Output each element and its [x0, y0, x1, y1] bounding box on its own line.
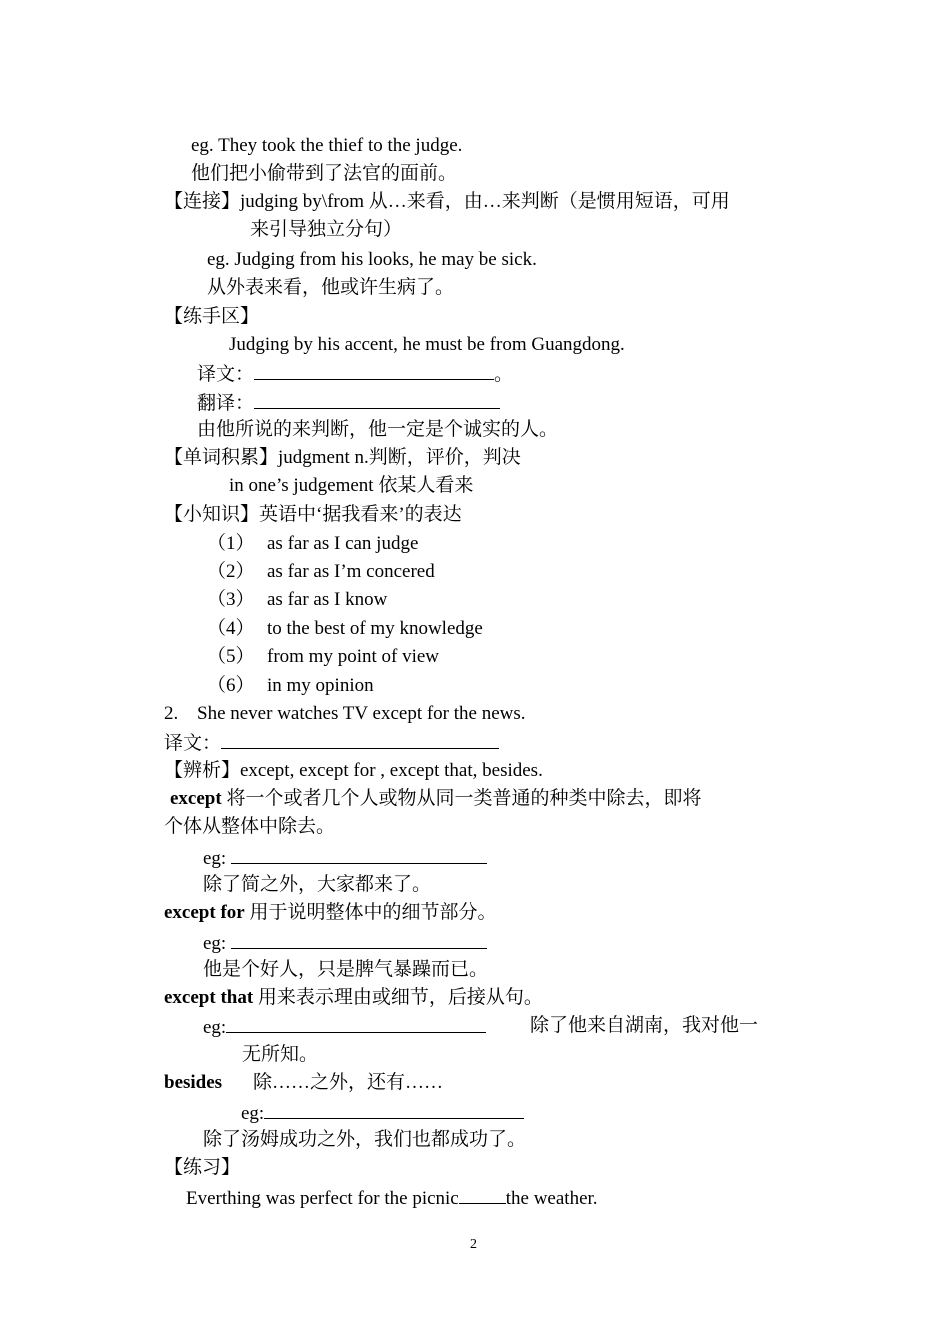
answer-blank[interactable]	[254, 361, 494, 380]
besides-definition	[164, 1071, 444, 1095]
tips-heading: 【小知识】英语中‘据我看来’的表达	[164, 504, 462, 525]
chinese-sentence-cont: 无所知。	[242, 1044, 319, 1065]
chinese-sentence: 由他所说的来判断，他一定是个诚实的人。	[197, 419, 559, 440]
translation-line	[197, 390, 500, 416]
except-definition	[170, 787, 701, 811]
term-except-that: except that	[164, 987, 254, 1008]
exercise-text-end: the weather.	[505, 1188, 598, 1209]
page-number: 2	[470, 1237, 477, 1252]
answer-blank[interactable]	[459, 1185, 506, 1204]
expression-item	[207, 532, 419, 556]
answer-blank[interactable]	[254, 390, 500, 409]
definition-text: 用来表示理由或细节，后接从句。	[253, 987, 543, 1008]
translation-line	[164, 730, 499, 756]
answer-blank[interactable]	[231, 845, 487, 864]
except-that-definition	[164, 986, 543, 1010]
section-heading-practice: 【练手区】	[164, 306, 260, 327]
example-label: eg:	[203, 1017, 227, 1038]
example-line	[203, 930, 487, 956]
expression-text: as far as I know	[267, 589, 388, 610]
example-line	[203, 845, 487, 871]
practice-sentence: Judging by his accent, he must be from Guangdong.	[229, 334, 625, 355]
item-number: 2.	[164, 703, 179, 724]
expression-text: to the best of my knowledge	[267, 618, 483, 639]
expression-item	[207, 674, 374, 698]
example-sentence: eg. Judging from his looks, he may be sick.	[207, 249, 537, 270]
exercise-heading: 【练习】	[164, 1157, 241, 1178]
period-mark: 。	[494, 364, 514, 385]
expression-text: as far as I’m concered	[267, 561, 435, 582]
example-label: eg:	[203, 933, 231, 954]
example-label: eg:	[241, 1103, 265, 1124]
chinese-sentence: 除了他来自湖南，我对他一	[530, 1015, 759, 1036]
expression-number: （1）	[207, 533, 255, 554]
vocabulary-phrase: in one’s judgement 依某人看来	[229, 475, 474, 496]
expression-number: （2）	[207, 561, 255, 582]
expression-item	[207, 645, 440, 669]
expression-item	[207, 560, 435, 584]
chinese-sentence: 他是个好人，只是脾气暴躁而已。	[203, 959, 489, 980]
definition-text: 除……之外，还有……	[253, 1072, 444, 1093]
expression-number: （5）	[207, 646, 255, 667]
expression-number: （6）	[207, 675, 255, 696]
expression-number: （4）	[207, 618, 255, 639]
exercise-text-start: Everthing was perfect for the picnic	[186, 1188, 459, 1209]
expression-number: （3）	[207, 589, 255, 610]
term-except: except	[170, 788, 222, 809]
answer-blank[interactable]	[226, 1014, 486, 1033]
expression-item	[207, 588, 388, 612]
answer-blank[interactable]	[231, 930, 487, 949]
expression-text: as far as I can judge	[267, 533, 419, 554]
term-except-for: except for	[164, 902, 245, 923]
connection-note-cont: 来引导独立分句）	[250, 219, 403, 240]
expression-item	[207, 617, 483, 641]
translation-label: 译文：	[164, 733, 222, 754]
chinese-sentence: 除了简之外，大家都来了。	[203, 874, 432, 895]
example-sentence: eg. They took the thief to the judge.	[191, 135, 463, 156]
item-sentence: She never watches TV except for the news.	[197, 703, 526, 724]
item-2	[164, 702, 526, 726]
answer-blank[interactable]	[221, 730, 499, 749]
expression-text: from my point of view	[267, 646, 440, 667]
translation-label: 译文：	[197, 364, 255, 385]
definition-cont: 个体从整体中除去。	[164, 816, 336, 837]
example-translation: 他们把小偷带到了法官的面前。	[191, 163, 458, 184]
connection-note: 【连接】judging by\from 从…来看，由…来判断（是惯用短语，可用	[164, 191, 730, 212]
answer-blank[interactable]	[264, 1100, 524, 1119]
example-translation: 从外表来看，他或许生病了。	[207, 277, 455, 298]
translation-label: 翻译：	[197, 393, 255, 414]
expression-text: in my opinion	[267, 675, 374, 696]
translation-line	[197, 361, 513, 387]
example-line	[203, 1014, 486, 1040]
example-line	[241, 1100, 524, 1126]
exercise-sentence	[186, 1185, 598, 1211]
except-for-definition	[164, 901, 496, 925]
definition-text: 用于说明整体中的细节部分。	[244, 902, 497, 923]
analysis-heading: 【辨析】except, except for , except that, besides.	[164, 760, 543, 781]
chinese-sentence: 除了汤姆成功之外，我们也都成功了。	[203, 1129, 527, 1150]
vocabulary-note: 【单词积累】judgment n.判断，评价，判决	[164, 447, 521, 468]
term-besides: besides	[164, 1072, 223, 1093]
definition-text: 将一个或者几个人或物从同一类普通的种类中除去，即将	[221, 788, 702, 809]
example-label: eg:	[203, 848, 231, 869]
